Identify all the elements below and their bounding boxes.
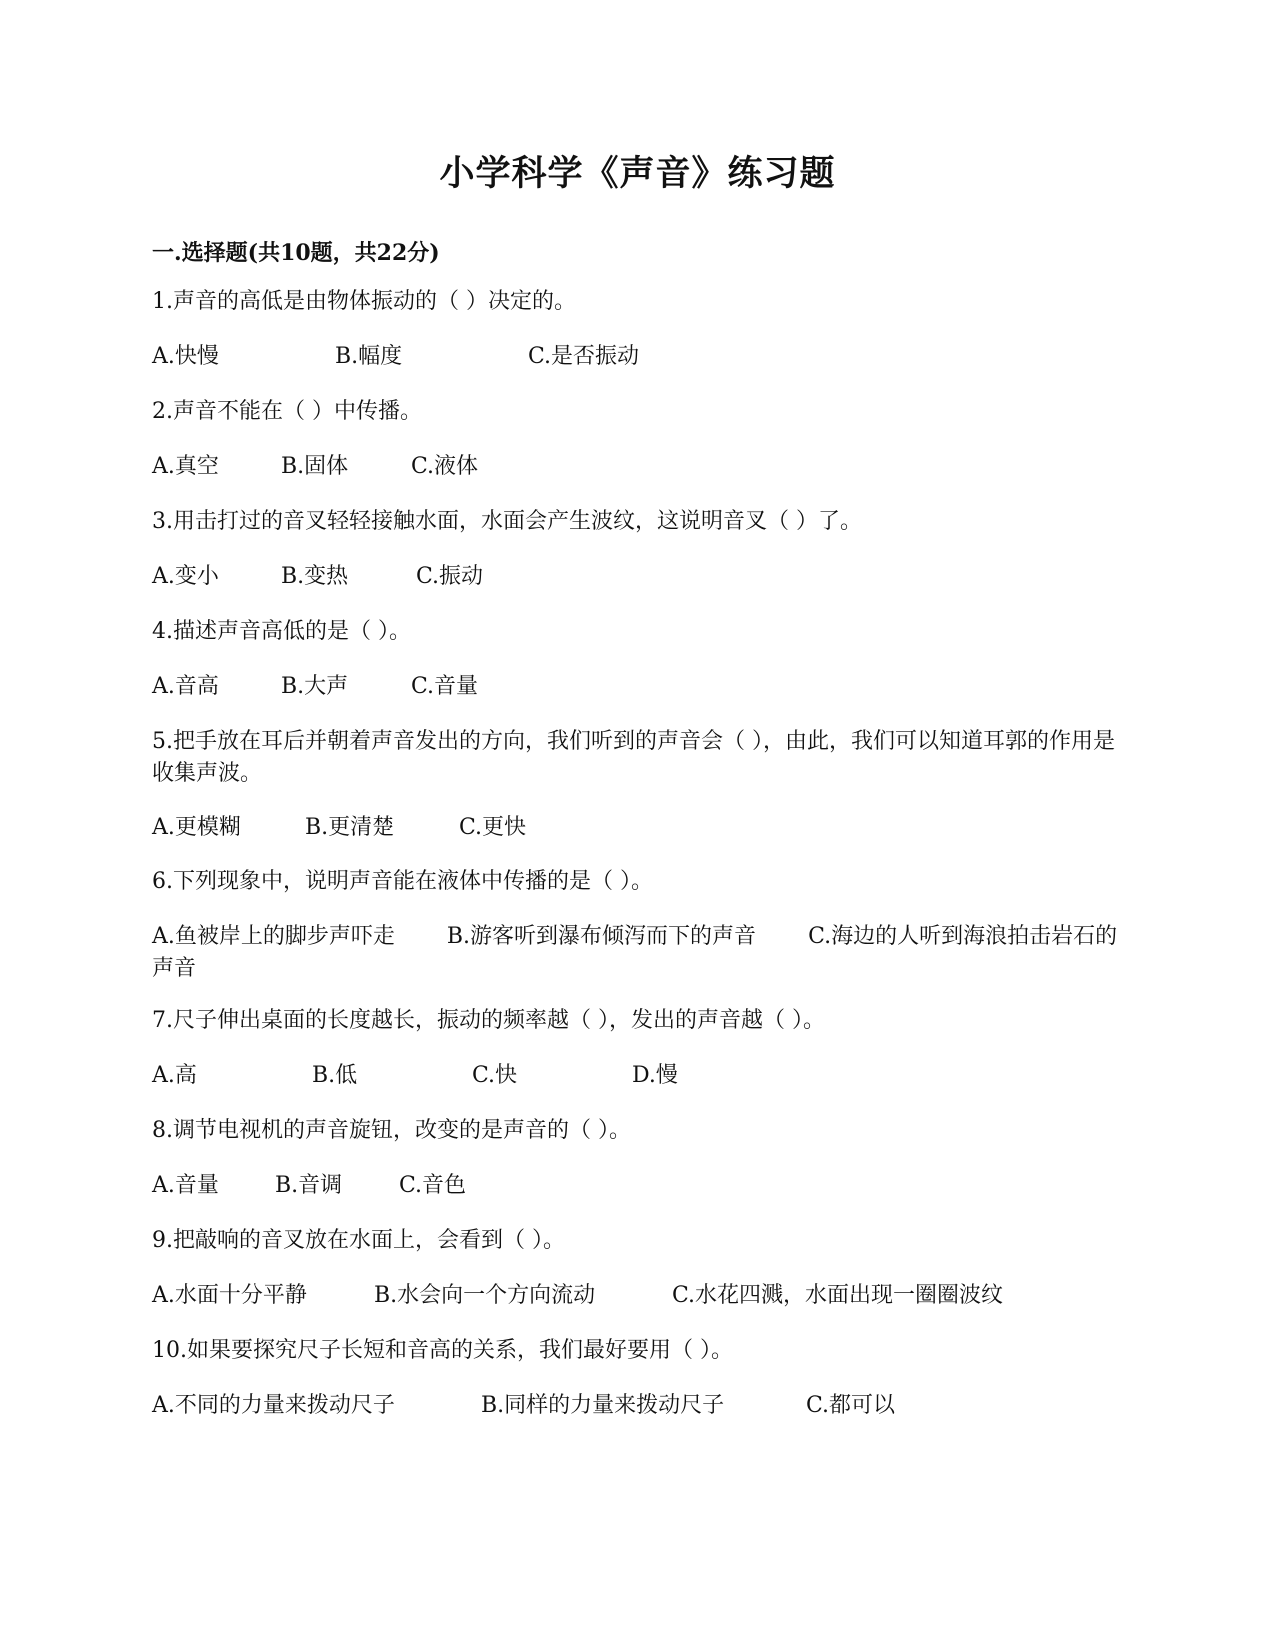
option-10b[interactable]: B.同样的力量来拨动尺子 <box>481 1393 725 1418</box>
option-9a[interactable]: A.水面十分平静 <box>152 1283 307 1308</box>
question-7: 7.尺子伸出桌面的长度越长，振动的频率越（ ），发出的声音越（ ）。 <box>152 1008 825 1033</box>
option-3c[interactable]: C.振动 <box>416 564 484 589</box>
option-10c[interactable]: C.都可以 <box>806 1393 896 1418</box>
question-10: 10.如果要探究尺子长短和音高的关系，我们最好要用（ ）。 <box>152 1338 733 1363</box>
options-6 <box>152 921 1127 985</box>
option-6b[interactable]: B.游客听到瀑布倾泻而下的声音 <box>446 924 757 949</box>
option-6c[interactable]: C.海边的人听到海浪拍击岩石的声音 <box>152 924 1118 981</box>
question-5: 5.把手放在耳后并朝着声音发出的方向，我们听到的声音会（ ），由此，我们可以知道耳郭的作用是收集声波。 <box>152 729 1115 786</box>
option-4c[interactable]: C.音量 <box>411 674 479 699</box>
option-7b[interactable]: B.低 <box>312 1063 358 1088</box>
option-4a[interactable]: A.音高 <box>152 674 219 699</box>
option-1c[interactable]: C.是否振动 <box>528 344 640 369</box>
option-4b[interactable]: B.大声 <box>281 674 349 699</box>
question-4: 4.描述声音高低的是（ ）。 <box>152 619 411 644</box>
option-8c[interactable]: C.音色 <box>399 1173 467 1198</box>
option-5a[interactable]: A.更模糊 <box>152 815 241 840</box>
option-9c[interactable]: C.水花四溅，水面出现一圈圈波纹 <box>672 1283 1004 1308</box>
option-2a[interactable]: A.真空 <box>152 454 219 479</box>
option-9b[interactable]: B.水会向一个方向流动 <box>374 1283 596 1308</box>
option-3b[interactable]: B.变热 <box>281 564 349 589</box>
option-1b[interactable]: B.幅度 <box>335 344 403 369</box>
section-heading: 一.选择题(共10题，共22分) <box>152 240 440 266</box>
question-2: 2.声音不能在（ ）中传播。 <box>152 399 422 424</box>
option-8b[interactable]: B.音调 <box>275 1173 343 1198</box>
option-10a[interactable]: A.不同的力量来拨动尺子 <box>152 1393 395 1418</box>
option-7d[interactable]: D.慢 <box>632 1063 678 1088</box>
option-3a[interactable]: A.变小 <box>152 564 219 589</box>
question-3: 3.用击打过的音叉轻轻接触水面，水面会产生波纹，这说明音叉（ ）了。 <box>152 509 862 534</box>
question-9: 9.把敲响的音叉放在水面上，会看到（ ）。 <box>152 1228 565 1253</box>
option-1a[interactable]: A.快慢 <box>152 344 219 369</box>
option-7c[interactable]: C.快 <box>472 1063 518 1088</box>
document-title: 小学科学《声音》练习题 <box>439 153 836 194</box>
question-6: 6.下列现象中，说明声音能在液体中传播的是（ ）。 <box>152 869 653 894</box>
option-5b[interactable]: B.更清楚 <box>305 815 395 840</box>
question-8: 8.调节电视机的声音旋钮，改变的是声音的（ ）。 <box>152 1118 631 1143</box>
option-6a[interactable]: A.鱼被岸上的脚步声吓走 <box>152 924 395 949</box>
option-7a[interactable]: A.高 <box>152 1063 197 1088</box>
option-5c[interactable]: C.更快 <box>459 815 527 840</box>
option-2b[interactable]: B.固体 <box>281 454 349 479</box>
question-1: 1.声音的高低是由物体振动的（ ）决定的。 <box>152 289 576 314</box>
option-2c[interactable]: C.液体 <box>411 454 479 479</box>
option-8a[interactable]: A.音量 <box>152 1173 219 1198</box>
